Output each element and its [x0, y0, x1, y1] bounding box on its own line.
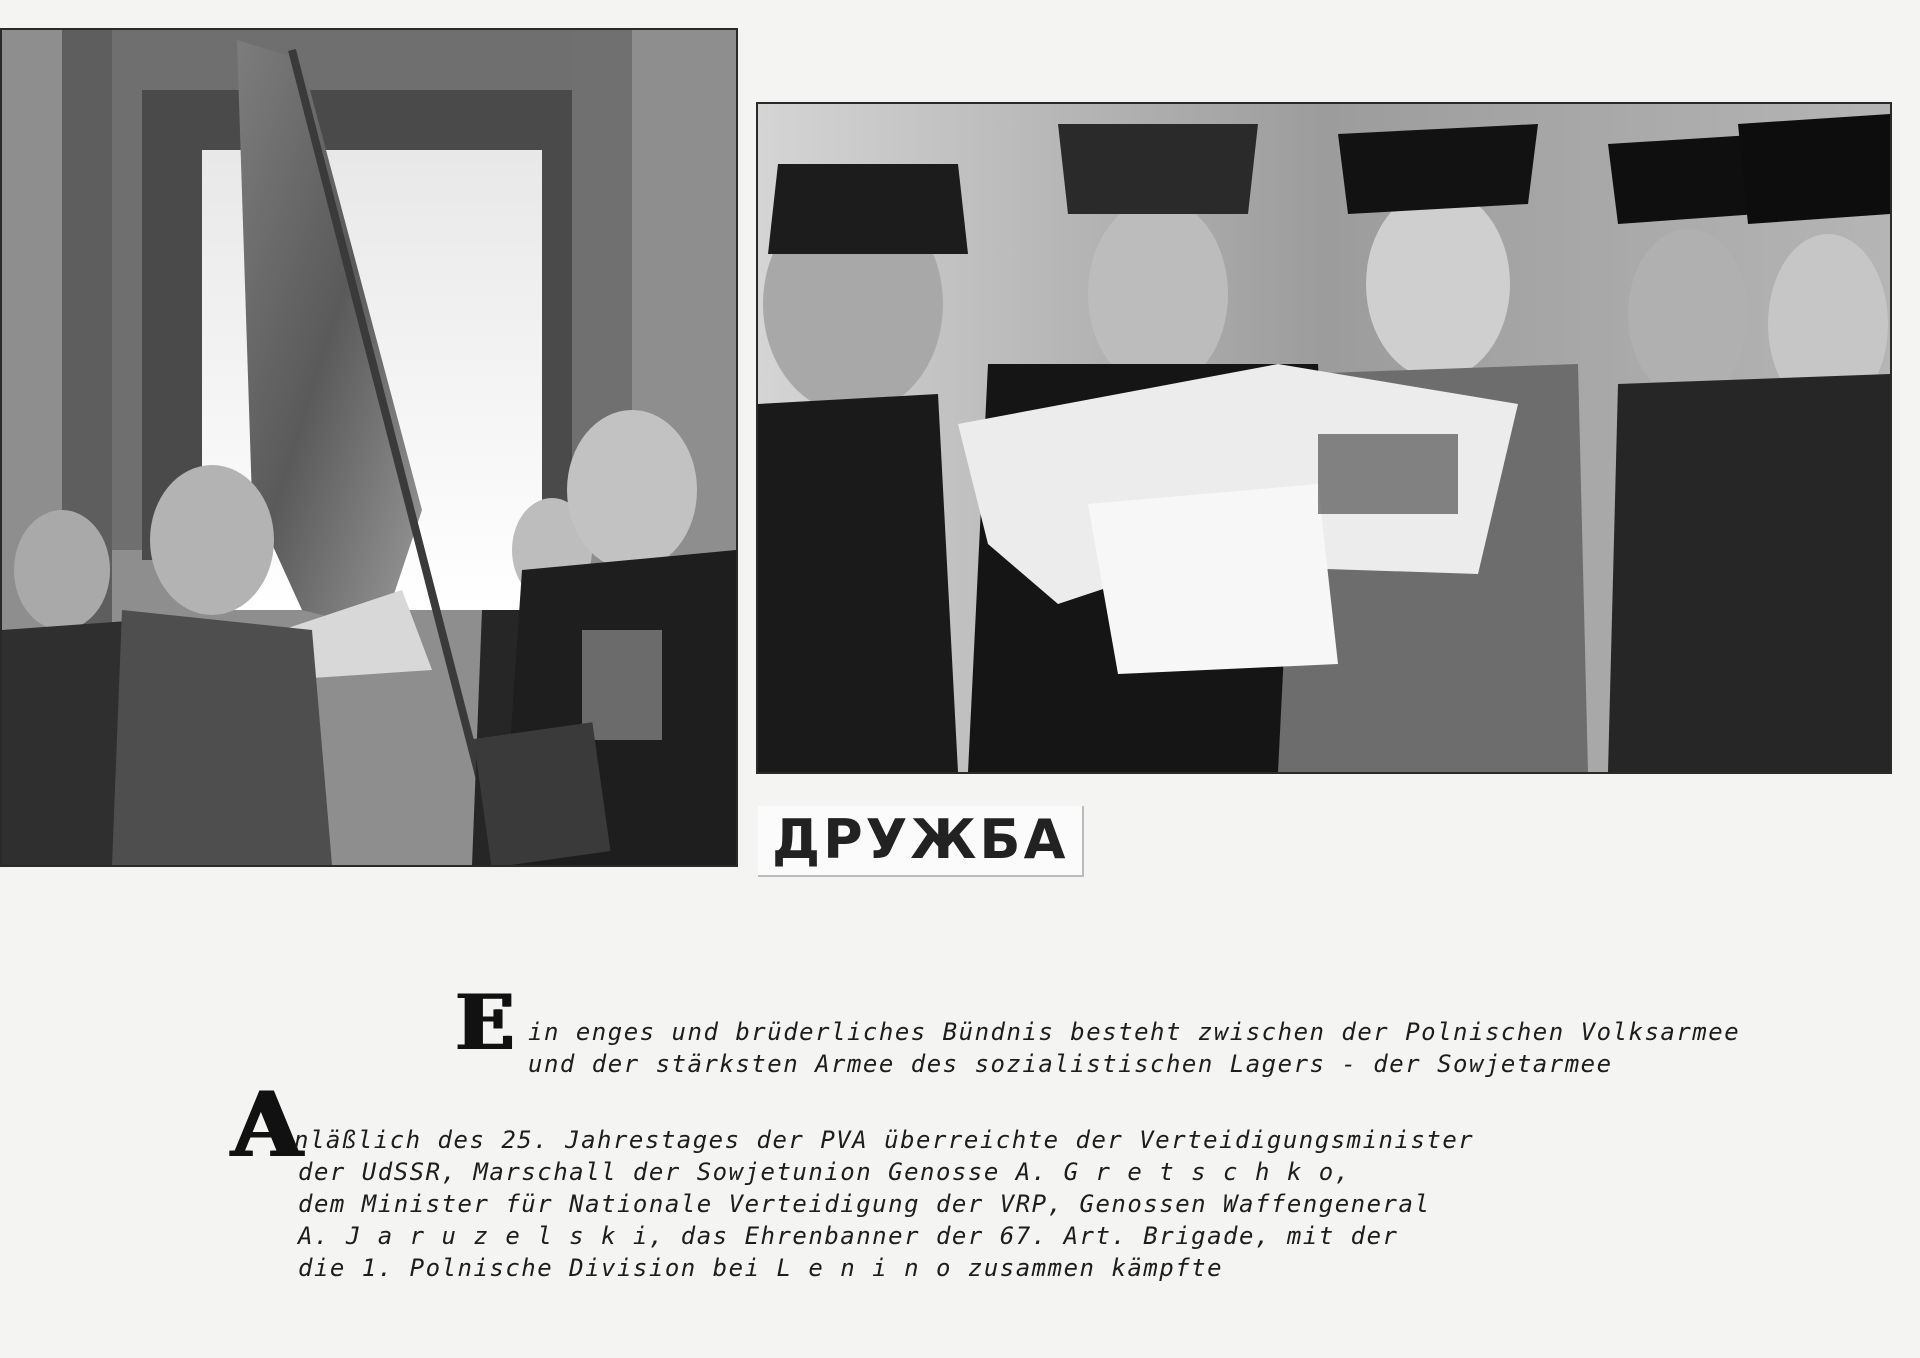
caption-2-line-1: nläßlich des 25. Jahrestages der PVA überreichte der Verteidigungsminister	[294, 1126, 1475, 1154]
caption-2-line-4: A. J a r u z e l s k i, das Ehrenbanner der 67. Art. Brigade, mit der	[298, 1222, 1399, 1250]
caption-2-initial: A	[232, 1072, 302, 1178]
photo-flag-presentation	[0, 28, 738, 867]
caption-2-line-5: die 1. Polnische Division bei L e n i n o zusammen kämpfte	[298, 1254, 1224, 1282]
caption-1-line-1: in enges und brüderliches Bündnis besteht zwischen der Polnischen Volksarmee	[528, 1018, 1741, 1046]
caption-2-line-2: der UdSSR, Marschall der Sowjetunion Genosse A. G r e t s c h k o,	[298, 1158, 1351, 1186]
photo-soldiers-reading-image	[758, 104, 1890, 772]
photo-soldiers-reading	[756, 102, 1892, 774]
caption-1-line-2: und der stärksten Armee des sozialistischen Lagers - der Sowjetarmee	[528, 1050, 1613, 1078]
caption-2-line-3: dem Minister für Nationale Verteidigung der VRP, Genossen Waffengeneral	[298, 1190, 1431, 1218]
title-label: ДРУЖБА	[758, 806, 1084, 877]
photo-flag-presentation-image	[2, 30, 736, 865]
caption-1-initial: E	[456, 978, 514, 1067]
